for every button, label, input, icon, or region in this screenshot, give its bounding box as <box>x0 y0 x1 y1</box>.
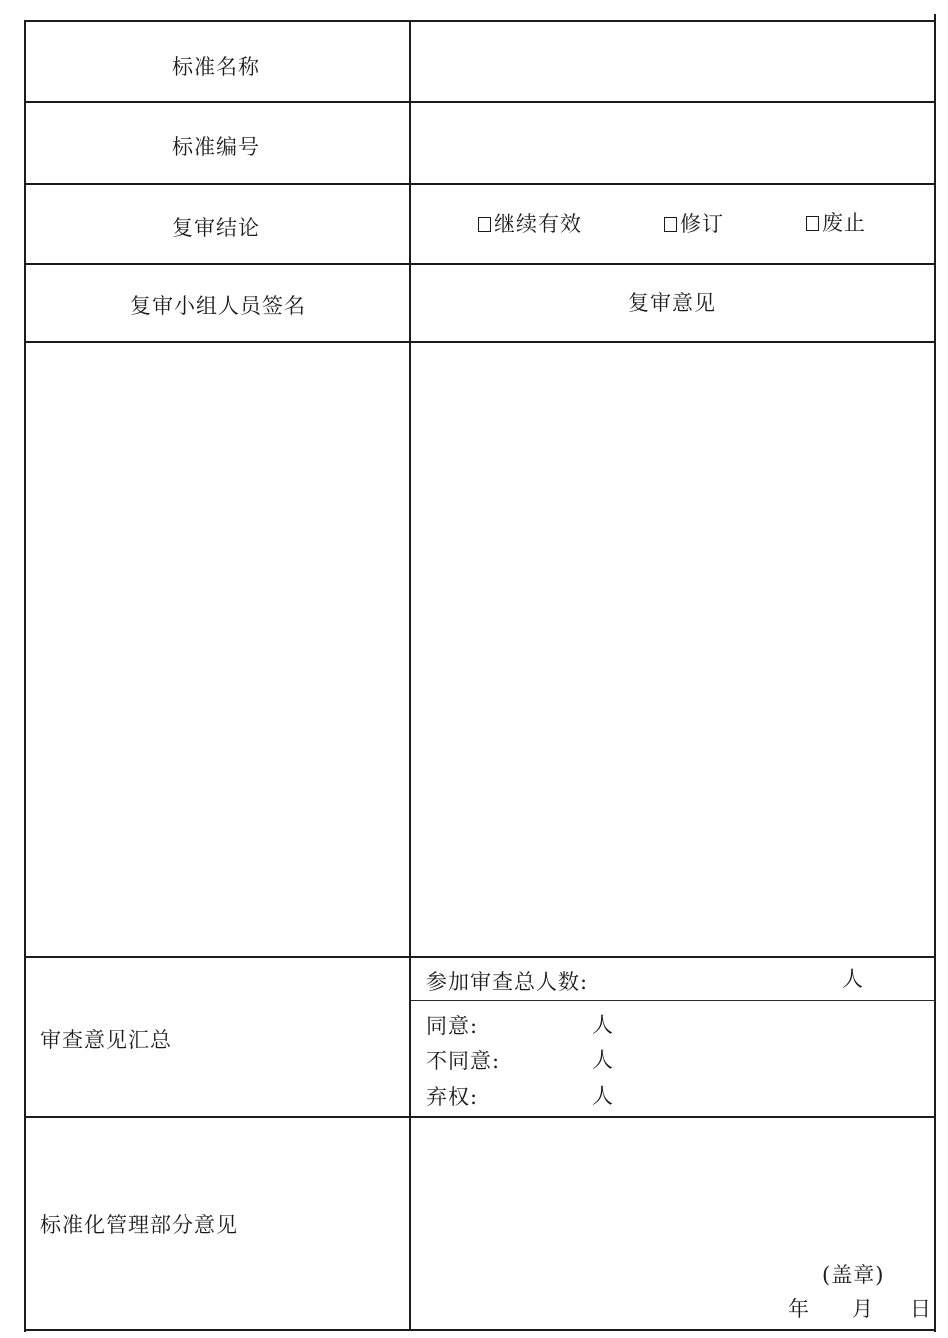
standard-name-value-cell[interactable] <box>412 22 932 100</box>
row-divider-4 <box>24 341 936 343</box>
total-participants-unit: 人 <box>842 967 864 991</box>
frame-bottom <box>24 1329 936 1331</box>
day-label: 日 <box>910 1297 932 1321</box>
agree-unit: 人 <box>592 1013 614 1037</box>
mgmt-dept-label: 标准化管理部分意见 <box>40 1213 238 1237</box>
signatures-label: 复审小组人员签名 <box>130 294 306 318</box>
standard-name-label: 标准名称 <box>172 55 260 79</box>
disagree-unit: 人 <box>592 1048 614 1072</box>
abstain-label: 弃权: <box>426 1085 479 1109</box>
checkbox-continue-valid[interactable] <box>478 217 491 232</box>
checkbox-abolish[interactable] <box>806 216 819 231</box>
row-divider-2 <box>24 183 936 185</box>
row-divider-1 <box>24 101 936 103</box>
standard-number-value-cell[interactable] <box>412 104 932 182</box>
column-divider <box>409 20 411 1330</box>
seal-label: (盖章) <box>822 1263 885 1287</box>
option-abolish-label: 废止 <box>822 211 866 235</box>
month-label: 月 <box>852 1297 874 1321</box>
abstain-unit: 人 <box>592 1084 614 1108</box>
checkbox-revise[interactable] <box>664 217 677 232</box>
standard-number-label: 标准编号 <box>172 135 260 159</box>
frame-left <box>24 20 26 1332</box>
option-revise-label: 修订 <box>680 212 724 236</box>
frame-right <box>934 14 936 1332</box>
option-revise[interactable] <box>664 214 724 235</box>
disagree-label: 不同意: <box>426 1049 501 1073</box>
option-continue-valid[interactable] <box>478 214 582 235</box>
opinions-label: 复审意见 <box>628 291 716 315</box>
summary-inner-divider <box>411 1000 935 1001</box>
year-label: 年 <box>788 1297 810 1321</box>
summary-label: 审查意见汇总 <box>40 1028 172 1052</box>
row-divider-3 <box>24 263 936 265</box>
row-divider-5 <box>24 956 936 958</box>
total-participants-label: 参加审查总人数: <box>426 970 589 994</box>
agree-label: 同意: <box>426 1014 479 1038</box>
opinions-area[interactable] <box>412 344 932 954</box>
mgmt-dept-opinion-area[interactable] <box>414 1120 932 1260</box>
row-divider-6 <box>24 1116 936 1118</box>
option-continue-valid-label: 继续有效 <box>494 212 582 236</box>
review-conclusion-label: 复审结论 <box>172 216 260 240</box>
signatures-area[interactable] <box>27 344 407 954</box>
option-abolish[interactable] <box>806 213 866 234</box>
